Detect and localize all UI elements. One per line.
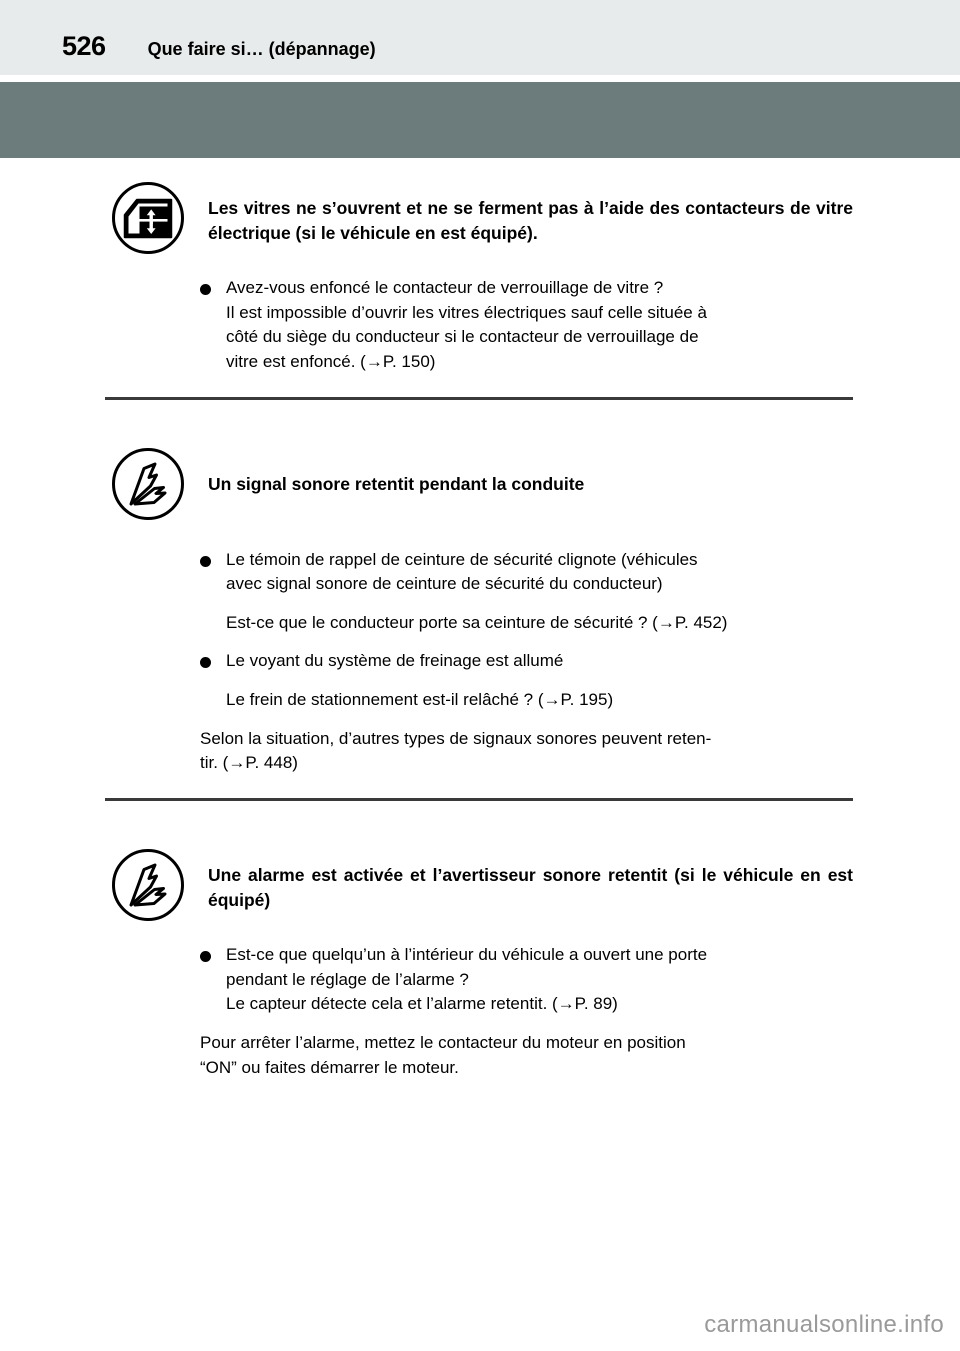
bullet-dot-icon [200,556,211,567]
bullet-follow-text: Est-ce que le conducteur porte sa ceinture de sécurité ? (→P. 452) [226,612,728,632]
bullet-body-line: pendant le réglage de l’alarme ? [226,969,469,989]
troubleshooting-section-warning-buzzer [0,400,960,801]
section-header [0,448,960,520]
bullet-body-line: côté du siège du conducteur si le contacteur de verrouillage de [226,327,699,347]
bullet-lead-text: Est-ce que quelqu’un à l’intérieur du véhicule a ouvert une porte [226,945,708,965]
paragraph-line: “ON” ou faites démarrer le moteur. [200,1057,459,1077]
page-content [0,158,960,1080]
bullet-body-line: Le capteur détecte cela et l’alarme retentit. (→P. 89) [226,994,618,1014]
section-body [200,276,853,375]
site-watermark: carmanualsonline.info [704,1311,944,1338]
bullet-lead-text: Le témoin de rappel de ceinture de sécurité clignote (véhicules [226,549,698,569]
section-paragraph [200,727,853,776]
section-title: Un signal sonore retentit pendant la conduite [208,473,585,494]
power-window-updown-icon [112,182,184,254]
buzzer-sound-icon [112,448,184,520]
bullet-item [200,943,853,1017]
section-header [0,849,960,921]
buzzer-sound-icon [112,849,184,921]
chapter-title: Que faire si… (dépannage) [147,39,376,59]
section-title: Les vitres ne s’ouvrent et ne se ferment pas à l’aide des contacteurs de vitre électrique (si le véhicule en est équipé). [208,198,853,244]
troubleshooting-section-power-windows [0,158,960,400]
bullet-body-line: vitre est enfoncé. (→P. 150) [226,351,436,371]
section-title: Une alarme est activée et l’avertisseur sonore retentit (si le véhicule en est équipé) [208,865,853,911]
section-body [200,548,853,776]
page-number: 526 [62,31,106,61]
bullet-item [200,649,853,674]
section-body [200,943,853,1080]
bullet-lead-text: Avez-vous enfoncé le contacteur de verrouillage de vitre ? [226,278,664,297]
bullet-follow-text: Le frein de stationnement est-il relâché ? (→P. 195) [226,690,614,710]
header-accent-band [0,82,960,158]
header-content [62,33,376,60]
bullet-dot-icon [200,657,211,668]
paragraph-line: Selon la situation, d’autres types de signaux sonores peuvent reten- [200,728,712,748]
paragraph-line: tir. (→P. 448) [200,753,298,773]
page-header-band [0,0,960,75]
paragraph-line: Pour arrêter l’alarme, mettez le contacteur du moteur en position [200,1032,686,1052]
bullet-dot-icon [200,951,211,962]
bullet-dot-icon [200,284,211,295]
section-header [0,182,960,254]
bullet-item [200,548,853,597]
bullet-item [200,276,853,375]
troubleshooting-section-alarm [0,801,960,1080]
bullet-body-line: Il est impossible d’ouvrir les vitres électriques sauf celle située à [226,302,707,322]
bullet-body-line: avec signal sonore de ceinture de sécurité du conducteur) [226,574,663,594]
section-paragraph [200,1031,853,1080]
bullet-lead-text: Le voyant du système de freinage est allumé [226,651,564,671]
